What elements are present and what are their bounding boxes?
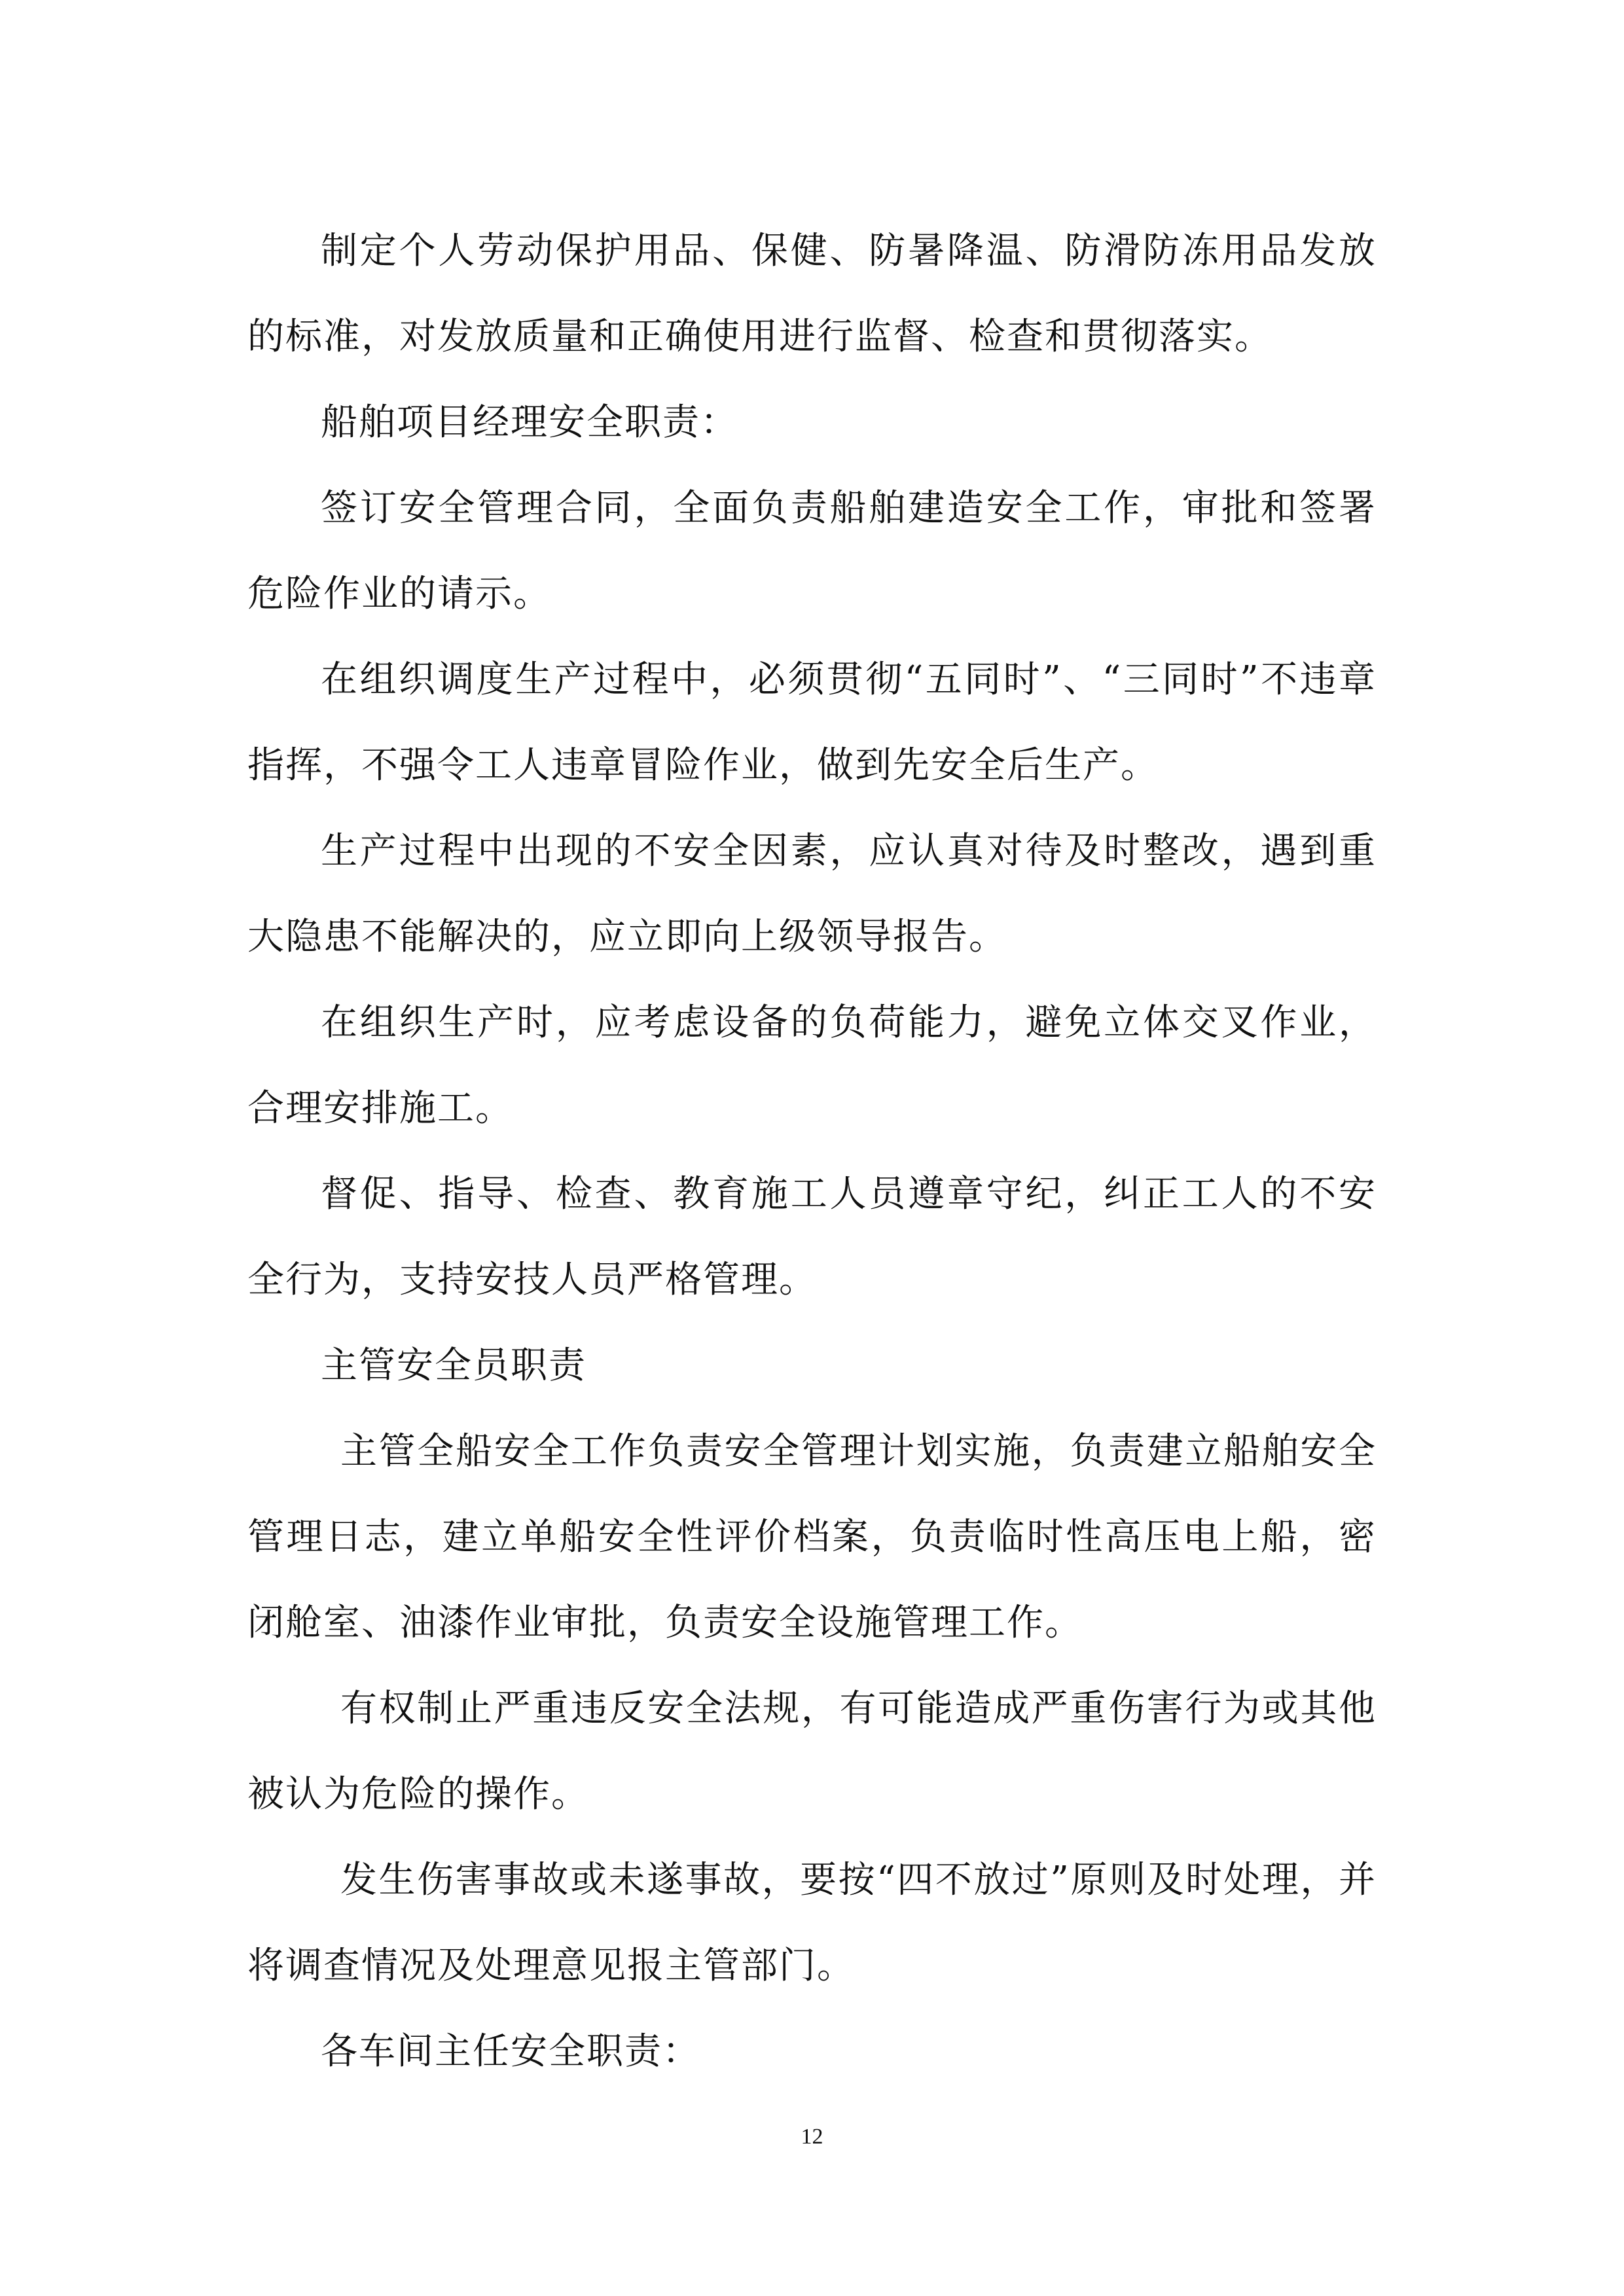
- heading-ship-project-manager: 船舶项目经理安全职责：: [321, 401, 738, 444]
- page-number: 12: [801, 2125, 823, 2149]
- paragraph-supervision: 督促、指导、检查、教育施工人员遵章守纪，纠正工人的不安全行为，支持安技人员严格管理。: [247, 1173, 1377, 1301]
- paragraph-accident-handling: 发生伤害事故或未遂事故，要按“四不放过”原则及时处理，并将调查情况及处理意见报主管部门。: [247, 1859, 1377, 1987]
- paragraph-equipment-load: 在组织生产时，应考虑设备的负荷能力，避免立体交叉作业，合理安排施工。: [247, 1001, 1377, 1130]
- paragraph-production-scheduling: 在组织调度生产过程中，必须贯彻“五同时”、“三同时”不违章指挥，不强令工人违章冒险作业，做到先安全后生产。: [247, 658, 1377, 787]
- paragraph-ship-safety-management: 主管全船安全工作负责安全管理计划实施，负责建立船舶安全管理日志，建立单船安全性评价档案，负责临时性高压电上船，密闭舱室、油漆作业审批，负责安全设施管理工作。: [247, 1430, 1377, 1644]
- heading-chief-safety-officer: 主管安全员职责: [321, 1344, 586, 1387]
- paragraph-right-to-stop: 有权制止严重违反安全法规，有可能造成严重伤害行为或其他被认为危险的操作。: [247, 1687, 1377, 1816]
- body-text: [247, 208, 1377, 2094]
- paragraph-ppe-standards: 制定个人劳动保护用品、保健、防暑降温、防滑防冻用品发放的标准，对发放质量和正确使用进行监督、检查和贯彻落实。: [247, 230, 1377, 358]
- paragraph-unsafe-factors: 生产过程中出现的不安全因素，应认真对待及时整改，遇到重大隐患不能解决的，应立即向上级领导报告。: [247, 830, 1377, 958]
- heading-workshop-director: 各车间主任安全职责：: [321, 2030, 700, 2073]
- paragraph-safety-contract: 签订安全管理合同，全面负责船舶建造安全工作，审批和签署危险作业的请示。: [247, 487, 1377, 615]
